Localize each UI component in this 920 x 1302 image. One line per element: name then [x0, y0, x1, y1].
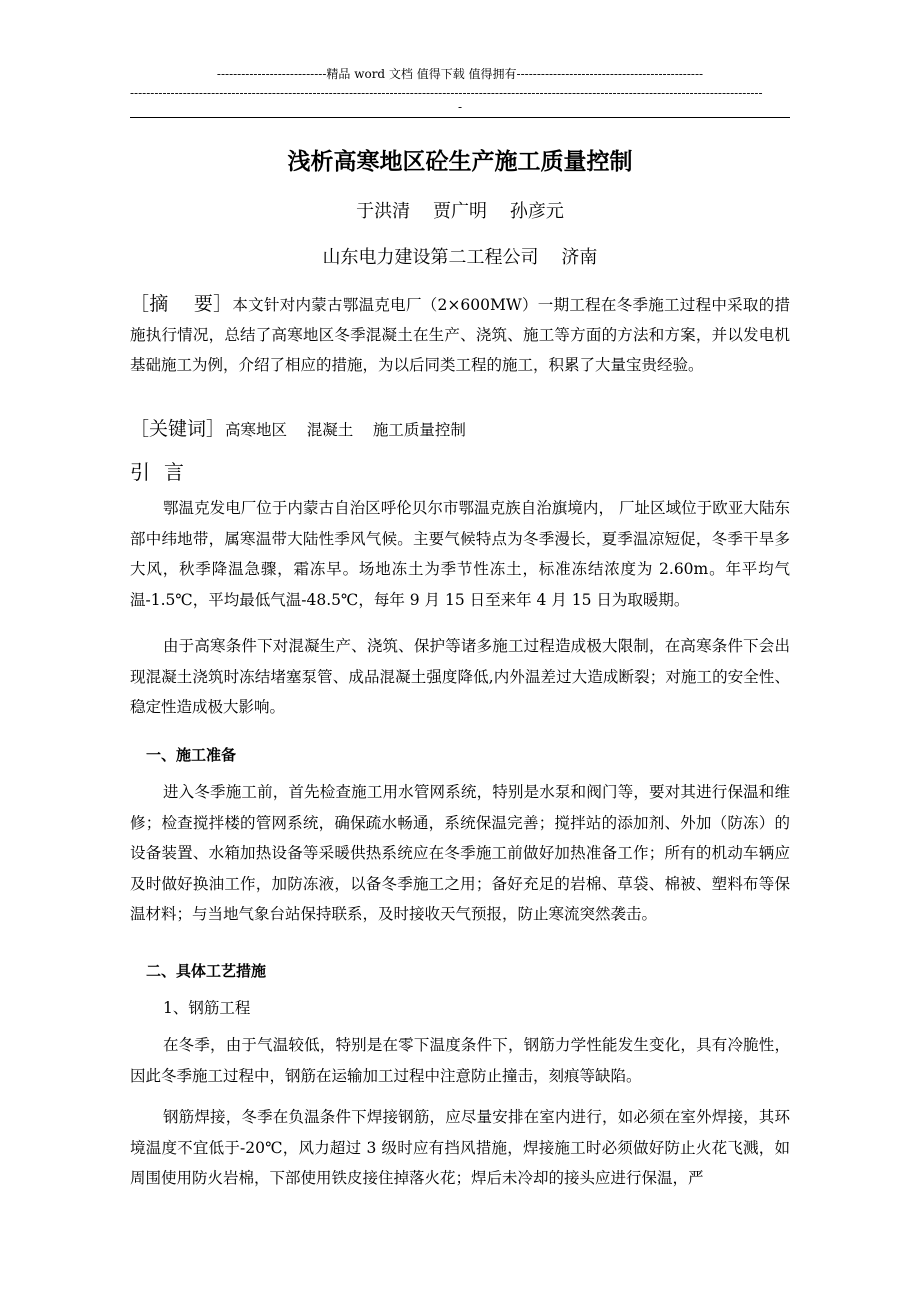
- abstract-block: [130, 289, 790, 380]
- abstract-label: ［摘 要］: [130, 293, 233, 315]
- subsection-rebar-heading: 1、钢筋工程: [163, 999, 251, 1017]
- section-2-paragraph-2: 钢筋焊接，冬季在负温条件下焊接钢筋，应尽量安排在室内进行，如必须在室外焊接，其环境温度不宜低于-20℃，风力超过 3 级时应有挡风措施，焊接施工时必须做好防止火花飞溅，如周围使用防火岩棉，下部使用铁皮接住掉落火花；焊后未冷却的接头应进行保温，严: [130, 1108, 790, 1187]
- intro-paragraph-2: 由于高寒条件下对混凝生产、浇筑、保护等诸多施工过程造成极大限制，在高寒条件下会出现混凝土浇筑时冻结堵塞泵管、成品混凝土强度降低,内外温差过大造成断裂；对施工的安全性、稳定性造成极大影响。: [130, 637, 790, 716]
- affiliation: 山东电力建设第二工程公司 济南: [322, 247, 598, 268]
- intro-paragraph-1: 鄂温克发电厂位于内蒙古自治区呼伦贝尔市鄂温克族自治旗境内， 厂址区域位于欧亚大陆东部中纬地带，属寒温带大陆性季风气候。主要气候特点为冬季漫长，夏季温凉短促，冬季干旱多大风，秋季降温急骤，霜冻早。场地冻土为季节性冻土，标准冻结浓度为 2.60m。年平均气温-1.5℃，平均最低气温-48.5℃，每年 9 月 15 日至来年 4 月 15 日为取暖期。: [130, 499, 790, 609]
- intro-heading: 引言: [130, 460, 198, 484]
- section-1-paragraph-1: 进入冬季施工前，首先检查施工用水管网系统，特别是水泵和阀门等，要对其进行保温和维修；检查搅拌楼的管网系统，确保疏水畅通，系统保温完善；搅拌站的添加剂、外加（防冻）的设备装置、水箱加热设备等采暖供热系统应在冬季施工前做好加热准备工作；所有的机动车辆应及时做好换油工作，加防冻液，以备冬季施工之用；备好充足的岩棉、草袋、棉被、塑料布等保温材料；与当地气象台站保持联系，及时接收天气预报，防止寒流突然袭击。: [130, 783, 790, 923]
- section-1-heading: 一、施工准备: [146, 746, 237, 764]
- header-dash-end: -: [457, 100, 463, 114]
- section-2-paragraph-1: 在冬季，由于气温较低，特别是在零下温度条件下，钢筋力学性能发生变化，具有冷脆性，因此冬季施工过程中，钢筋在运输加工过程中注意防止撞击，刻痕等缺陷。: [130, 1036, 790, 1085]
- keywords-block: [130, 414, 790, 445]
- document-title: 浅析高寒地区砼生产施工质量控制: [287, 149, 633, 175]
- authors: 于洪清 贾广明 孙彦元: [356, 201, 564, 222]
- keywords-text: 高寒地区 混凝土 施工质量控制: [225, 421, 466, 439]
- keywords-label: ［关键词］: [130, 418, 226, 440]
- header-watermark-line: ---------------------------精品 word 文档 值得下载 值得拥有----------------------------------------------: [216, 67, 704, 81]
- header-rule: [130, 117, 790, 118]
- section-2-heading: 二、具体工艺措施: [146, 962, 267, 980]
- header-dash-line: ------------------------------------------------------------------------------------------------------------------------------------------------------------: [130, 86, 763, 100]
- abstract-text: 本文针对内蒙古鄂温克电厂（2×600MW）一期工程在冬季施工过程中采取的措施执行情况，总结了高寒地区冬季混凝土在生产、浇筑、施工等方面的方法和方案，并以发电机基础施工为例，介绍了相应的措施，为以后同类工程的施工，积累了大量宝贵经验。: [130, 296, 790, 374]
